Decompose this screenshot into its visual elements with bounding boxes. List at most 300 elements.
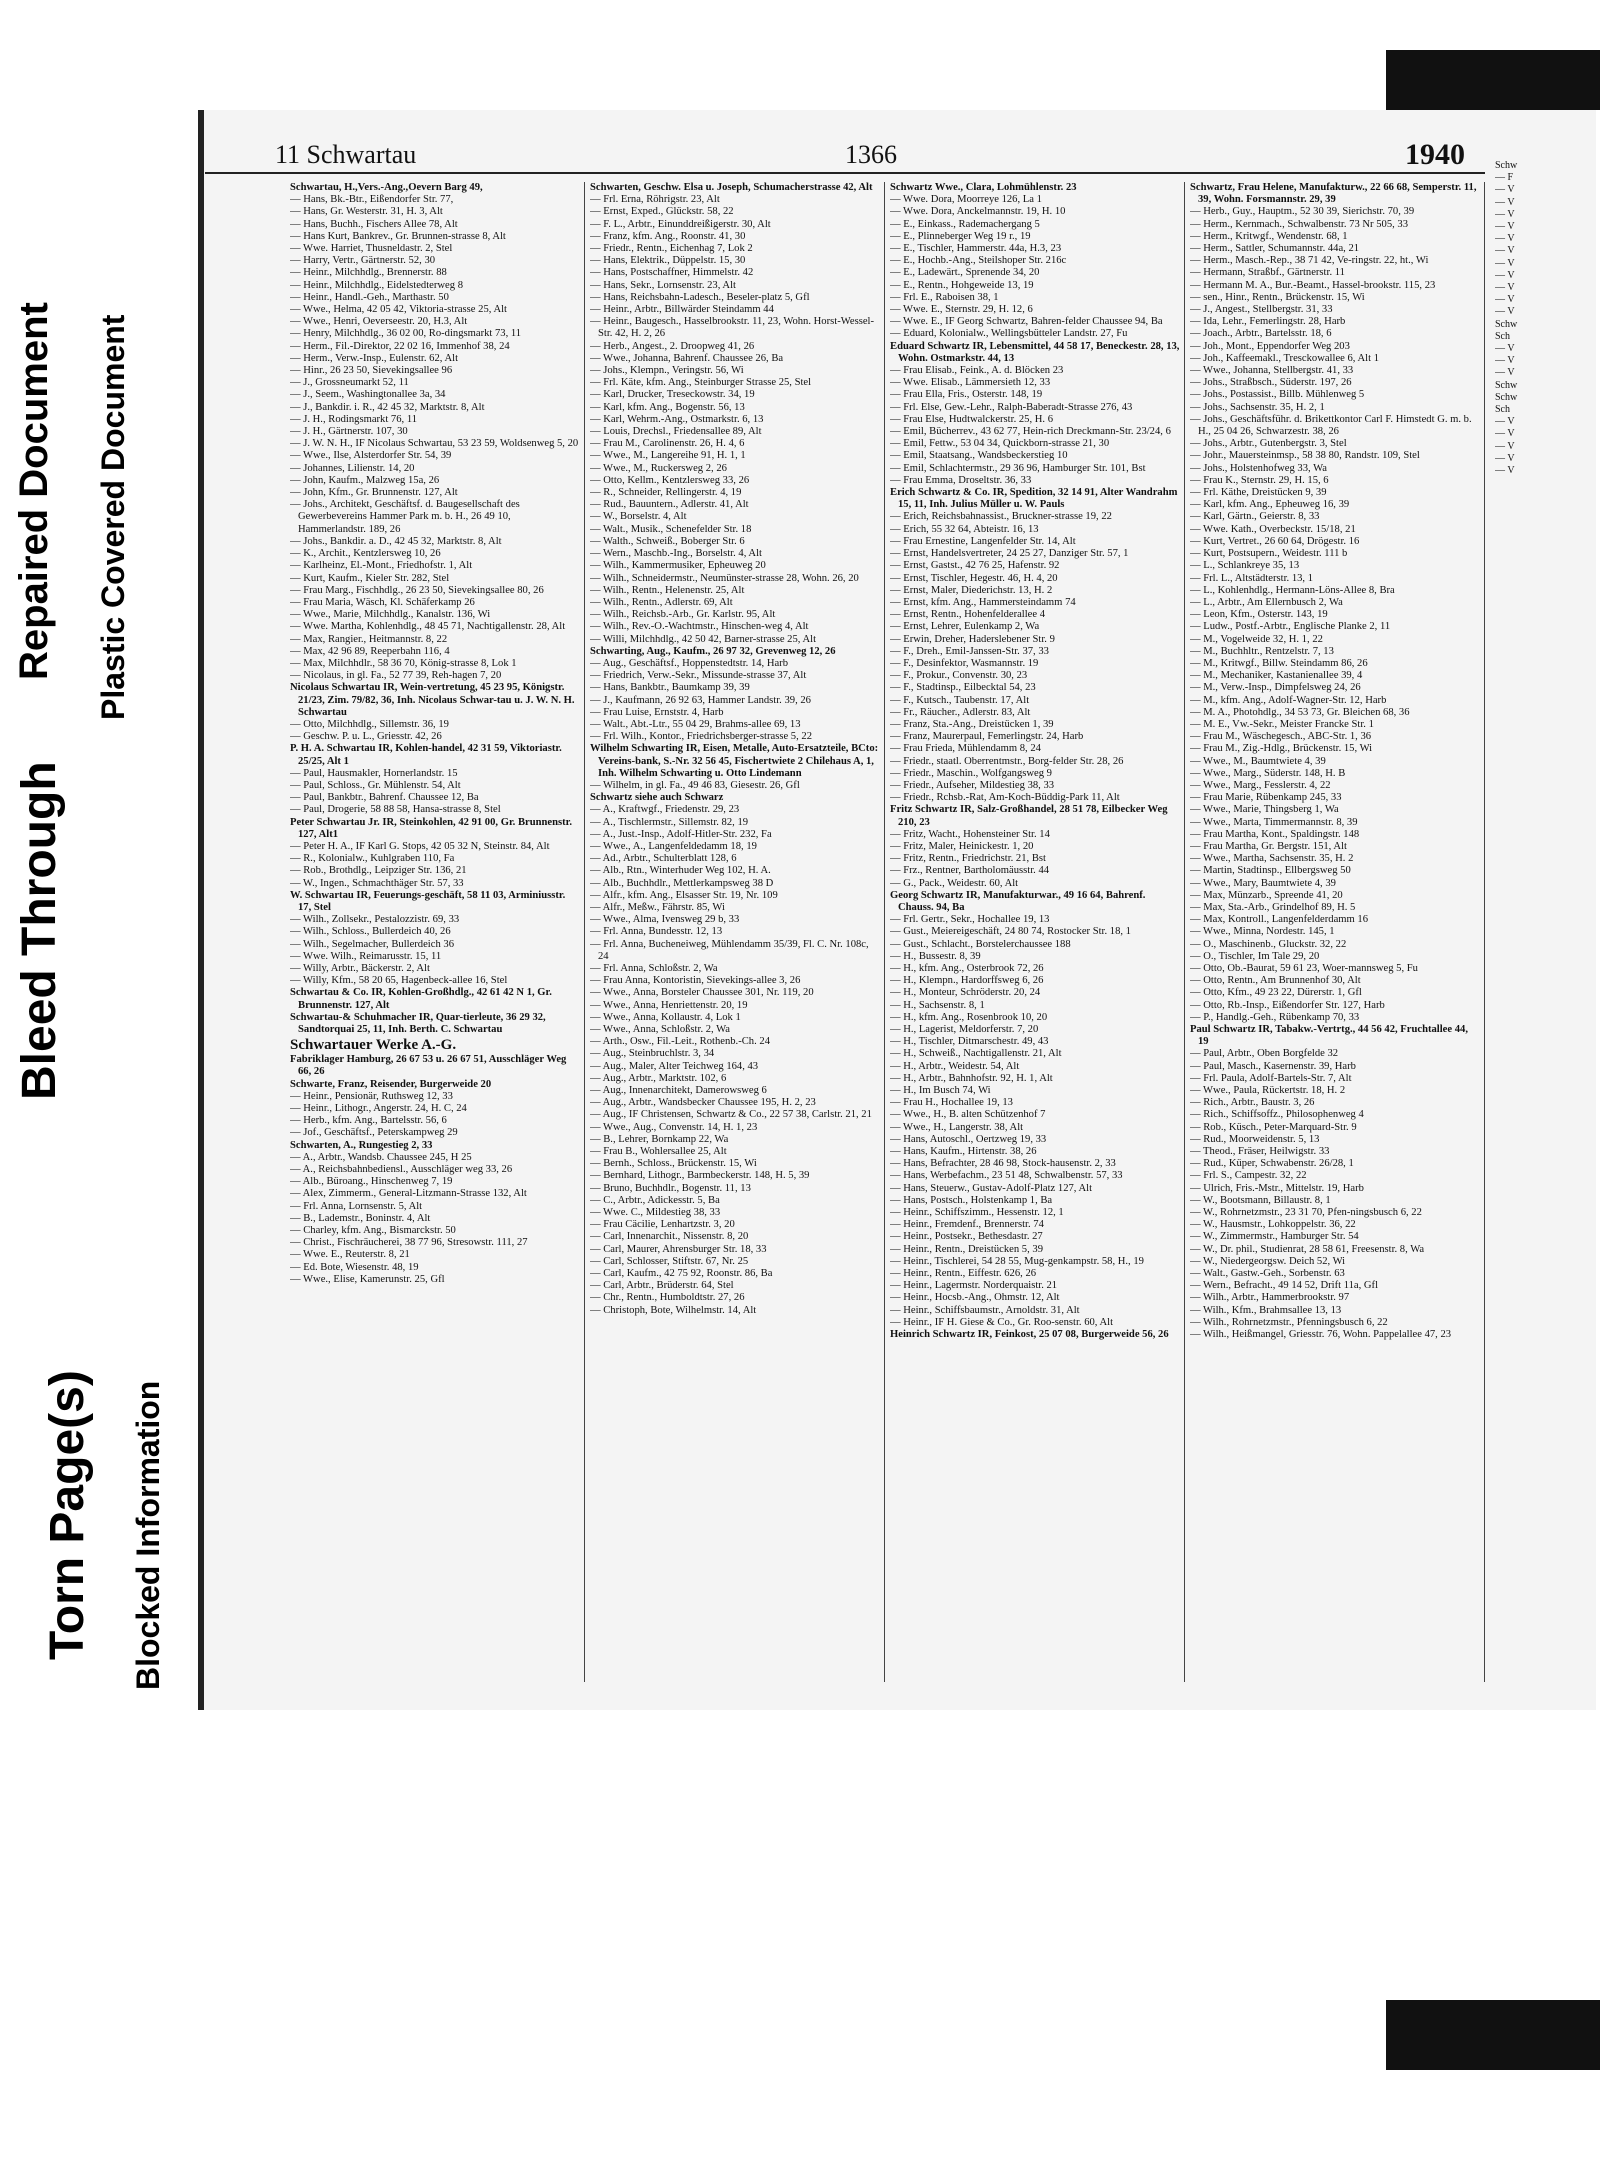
- directory-entry: — Karl, Wehrm.-Ang., Ostmarkstr. 6, 13: [590, 413, 764, 425]
- directory-entry: — Heinr., Lagermstr. Norderquaistr. 21: [890, 1280, 1058, 1292]
- directory-entry: — E., Einkass., Rademachergang 5: [890, 218, 1040, 230]
- directory-entry: Paul Schwartz IR, Tabakw.-Vertrtg., 44 56 42, Fruchtallee 44, 19: [1190, 1024, 1468, 1048]
- directory-entry: — F., Stadtinsp., Eilbecktal 54, 23: [890, 682, 1036, 694]
- directory-entry: — Otto, Kellm., Kentzlersweg 33, 26: [590, 474, 750, 486]
- directory-entry: — Wern., Maschb.-Ing., Borselstr. 4, Alt: [590, 548, 762, 560]
- directory-entry: — J., Bankdir. i. R., 42 45 32, Marktstr. 8, Alt: [290, 401, 485, 413]
- repaired-document-label: Repaired Document: [12, 302, 56, 680]
- directory-entry: — Max, Rangier., Heitmannstr. 8, 22: [290, 633, 448, 645]
- directory-entry: — Paul, Drogerie, 58 88 58, Hansa-strasse 8, Stel: [290, 804, 501, 816]
- directory-entry: — W., Ingen., Schmachthäger Str. 57, 33: [290, 877, 464, 889]
- directory-entry: — Johs., Arbtr., Gutenbergstr. 3, Stel: [1190, 438, 1347, 450]
- directory-entry: — Wwe., Martha, Sachsenstr. 35, H. 2: [1190, 853, 1354, 865]
- directory-entry: — Karlheinz, El.-Mont., Friedhofstr. 1, Alt: [290, 560, 473, 572]
- directory-entry: — Friedr., Rchsb.-Rat, Am-Koch-Büddig-Park 11, Alt: [890, 792, 1120, 804]
- directory-entry: — Wwe. E., IF Georg Schwartz, Bahren-felder Chaussee 94, Ba: [890, 316, 1163, 328]
- directory-entry: — Frl. Anna, Bucheneiweg, Mühlendamm 35/39, Fl. C. Nr. 108c, 24: [590, 938, 869, 962]
- directory-entry: — M., kfm. Ang., Adolf-Wagner-Str. 12, Harb: [1190, 694, 1387, 706]
- directory-entry: — Emil, Schlachtermstr., 29 36 96, Hamburger Str. 101, Bst: [890, 462, 1146, 474]
- directory-entry: — Heinr., Fremdenf., Brennerstr. 74: [890, 1219, 1044, 1231]
- directory-entry: — Alb., Büroang., Hinschenweg 7, 19: [290, 1176, 453, 1188]
- directory-entry: — H., Monteur, Schröderstr. 20, 24: [890, 987, 1041, 999]
- directory-entry: — Wilh., Schneidermstr., Neumünster-strasse 28, Wohn. 26, 20: [590, 572, 859, 584]
- directory-entry: — Wwe. Dora, Anckelmannstr. 19, H. 10: [890, 206, 1066, 218]
- directory-entry: — Wwe., Marg., Fesslerstr. 4, 22: [1190, 779, 1331, 791]
- directory-entry: P. H. A. Schwartau IR, Kohlen-handel, 42 31 59, Viktoriastr. 25/25, Alt 1: [290, 743, 562, 767]
- directory-entry: — Johs., Holstenhofweg 33, Wa: [1190, 462, 1327, 474]
- edge-fragment: — V: [1495, 221, 1515, 233]
- directory-entry: — Wwe., Marie, Milchhdlg., Kanalstr. 136, Wi: [290, 609, 491, 621]
- plastic-covered-label: Plastic Covered Document: [95, 314, 131, 720]
- directory-entry: — Kurt, Kaufm., Kieler Str. 282, Stel: [290, 572, 450, 584]
- directory-entry: — Hans, Autoschl., Oertzweg 19, 33: [890, 1133, 1047, 1145]
- directory-entry: — B., Lehrer, Bornkamp 22, Wa: [590, 1133, 729, 1145]
- directory-entry: — Wilh., Kfm., Brahmsallee 13, 13: [1190, 1304, 1342, 1316]
- directory-entry: — Ad., Arbtr., Schulterblatt 128, 6: [590, 853, 737, 865]
- directory-entry: — Johs., Bankdir. a. D., 42 45 32, Marktstr. 8, Alt: [290, 535, 502, 547]
- directory-entry: — Fr., Räucher., Adlerstr. 83, Alt: [890, 706, 1031, 718]
- directory-entry: — Ed. Bote, Wiesenstr. 48, 19: [290, 1261, 419, 1273]
- directory-entry: — Geschw. P. u. L., Griesstr. 42, 26: [290, 731, 442, 743]
- directory-entry: — Wilh., Schloss., Bullerdeich 40, 26: [290, 926, 451, 938]
- directory-entry: — Ernst, Lehrer, Eulenkamp 2, Wa: [890, 621, 1040, 633]
- directory-entry: — R., Kolonialw., Kuhlgraben 110, Fa: [290, 853, 455, 865]
- directory-entry: — H., kfm. Ang., Rosenbrook 10, 20: [890, 1011, 1048, 1023]
- directory-entry: — Herm., Masch.-Rep., 38 71 42, Ve-ringstr. 22, ht., Wi: [1190, 255, 1429, 267]
- directory-entry: — J., Seem., Washingtonallee 3a, 34: [290, 389, 446, 401]
- directory-entry: — Rud., Moorweidenstr. 5, 13: [1190, 1133, 1320, 1145]
- directory-entry: — Frau Martha, Kont., Spaldingstr. 148: [1190, 828, 1360, 840]
- directory-entry: — M., Buchhltr., Rentzelstr. 7, 13: [1190, 645, 1334, 657]
- directory-entry: — Hans, Postschaffner, Himmelstr. 42: [590, 267, 754, 279]
- directory-entry: — Frl. Käte, kfm. Ang., Steinburger Strasse 25, Stel: [590, 377, 812, 389]
- directory-entry: — H., Klempn., Hardorffsweg 6, 26: [890, 975, 1044, 987]
- edge-fragment: — V: [1495, 306, 1515, 318]
- directory-entry: — Carl, Innenarchit., Nissenstr. 8, 20: [590, 1231, 749, 1243]
- directory-entry: — Johs., Postassist., Billb. Mühlenweg 5: [1190, 389, 1365, 401]
- directory-entry: — Erwin, Dreher, Haderslebener Str. 9: [890, 633, 1055, 645]
- directory-entry: — Frl. Gertr., Sekr., Hochallee 19, 13: [890, 914, 1050, 926]
- directory-entry: — Aug., IF Christensen, Schwartz & Co., 22 57 38, Carlstr. 21, 21: [590, 1109, 872, 1121]
- directory-entry: — Max, Münzarb., Spreende 41, 20: [1190, 889, 1343, 901]
- directory-entry: — M. A., Photohdlg., 34 53 73, Gr. Bleichen 68, 36: [1190, 706, 1410, 718]
- directory-entry: — Johs., Straßbsch., Süderstr. 197, 26: [1190, 377, 1352, 389]
- directory-entry: — Wilh., Reichsb.-Arb., Gr. Karlstr. 95, Alt: [590, 609, 776, 621]
- directory-entry: — H., Arbtr., Weidestr. 54, Alt: [890, 1060, 1020, 1072]
- directory-entry: — Friedr., Maschin., Wolfgangsweg 9: [890, 767, 1052, 779]
- directory-entry: Schwartz siehe auch Schwarz: [590, 792, 724, 804]
- directory-entry: — Ernst, Tischler, Hegestr. 46, H. 4, 20: [890, 572, 1058, 584]
- directory-entry: — Peter H. A., IF Karl G. Stops, 42 05 32 N, Steinstr. 84, Alt: [290, 840, 550, 852]
- directory-entry: — Otto, Rentn., Am Brunnenhof 30, Alt: [1190, 975, 1361, 987]
- directory-entry: — M., Kritwgf., Billw. Steindamm 86, 26: [1190, 657, 1368, 669]
- directory-entry: — J., Angest., Stellbergstr. 31, 33: [1190, 304, 1333, 316]
- directory-entry: — Heinr., Milchhdlg., Brennerstr. 88: [290, 267, 447, 279]
- directory-entry: Schwartau-& Schuhmacher IR, Quar-tierleute, 36 29 32, Sandtorquai 25, 11, Inh. Berth. C. Schwartau: [290, 1011, 546, 1036]
- directory-entry: — Johs., Klempn., Veringstr. 56, Wi: [590, 365, 744, 377]
- directory-entry: Schwartauer Werke A.-G.: [290, 1037, 457, 1054]
- directory-entry: — Hermann, Straßbf., Gärtnerstr. 11: [1190, 267, 1345, 279]
- directory-entry: — Louis, Drechsl., Friedensallee 89, Alt: [590, 426, 762, 438]
- directory-entry: — Frl. Anna, Lornsenstr. 5, Alt: [290, 1200, 423, 1212]
- directory-entry: — Heinr., Postsekr., Bethesdastr. 27: [890, 1231, 1043, 1243]
- directory-entry: — L., Kohlenhdlg., Hermann-Löns-Allee 8, Bra: [1190, 584, 1395, 596]
- directory-entry: — Bernhard, Lithogr., Barmbeckerstr. 148, H. 5, 39: [590, 1170, 810, 1182]
- directory-entry: — J., Grossneumarkt 52, 11: [290, 377, 409, 389]
- directory-entry: — Hans, Gr. Westerstr. 31, H. 3, Alt: [290, 206, 443, 218]
- directory-entry: — A., Tischlermstr., Sillemstr. 82, 19: [590, 816, 749, 828]
- directory-entry: — Arth., Osw., Fil.-Leit., Rothenb.-Ch. 24: [590, 1036, 770, 1048]
- directory-entry: — A., Reichsbahnbediensl., Ausschläger weg 33, 26: [290, 1164, 513, 1176]
- directory-entry: — Otto, Milchhdlg., Sillemstr. 36, 19: [290, 718, 449, 730]
- directory-entry: — Frau Marg., Fischhdlg., 26 23 50, Sievekingsallee 80, 26: [290, 584, 544, 596]
- directory-entry: — H., Lagerist, Meldorferstr. 7, 20: [890, 1024, 1039, 1036]
- directory-entry: — Aug., Steinbruchlstr. 3, 34: [590, 1048, 715, 1060]
- directory-entry: — Frau Cäcilie, Lenhartzstr. 3, 20: [590, 1219, 735, 1231]
- directory-entry: — Fritz, Maler, Heinickestr. 1, 20: [890, 840, 1034, 852]
- directory-entry: — Theod., Fräser, Heilwigstr. 33: [1190, 1146, 1330, 1158]
- directory-entry: — Ida, Lehr., Femerlingstr. 28, Harb: [1190, 316, 1346, 328]
- directory-entry: — Walt., Abt.-Ltr., 55 04 29, Brahms-allee 69, 13: [590, 718, 801, 730]
- directory-entry: — Wwe., M., Baumtwiete 4, 39: [1190, 755, 1326, 767]
- directory-entry: — Heinr., Hocsb.-Ang., Ohmstr. 12, Alt: [890, 1292, 1060, 1304]
- edge-fragment: Schw: [1495, 160, 1518, 171]
- directory-entry: — Johs., Geschäftsführ. d. Brikettkontor Carl F. Himstedt G. m. b. H., 25 04 26, Schwarzestr. 38, 26: [1190, 413, 1472, 438]
- directory-entry: — Wwe., Anna, Borsteler Chaussee 301, Nr. 119, 20: [590, 987, 814, 999]
- directory-entry: Schwartau & Co. IR, Kohlen-Großhdlg., 42 61 42 N 1, Gr. Brunnenstr. 127, Alt: [290, 987, 552, 1011]
- directory-entry: — Frl. Käthe, Dreistücken 9, 39: [1190, 487, 1327, 499]
- directory-entry: — Jof., Geschäftsf., Peterskampweg 29: [290, 1127, 458, 1139]
- directory-entry: — M., Verw.-Insp., Dimpfelsweg 24, 26: [1190, 682, 1361, 694]
- directory-entry: — Heinr., Tischlerei, 54 28 55, Mug-genkampstr. 58, H., 19: [890, 1255, 1144, 1267]
- directory-entry: — Herm., Verw.-Insp., Eulenstr. 62, Alt: [290, 352, 459, 364]
- directory-entry: — Walt., Gastw.-Geh., Sorbenstr. 63: [1190, 1268, 1345, 1280]
- scan-black-marker-top: [1386, 50, 1600, 110]
- directory-entry: — Frau Luise, Ernststr. 4, Harb: [590, 706, 724, 718]
- directory-entry: — Wwe., Anna, Schloßstr. 2, Wa: [590, 1024, 730, 1036]
- directory-entry: Schwarte, Franz, Reisender, Burgerweide 20: [290, 1078, 492, 1090]
- directory-entry: — W., Zimmermstr., Hamburger Str. 54: [1190, 1231, 1359, 1243]
- edge-fragment: — V: [1495, 416, 1515, 428]
- directory-entry: — Hinr., 26 23 50, Sievekingsallee 96: [290, 365, 453, 377]
- directory-entry: — Hans, Werbefachm., 23 51 48, Schwalbenstr. 57, 33: [890, 1170, 1123, 1182]
- directory-entry: — Wilh., Segelmacher, Bullerdeich 36: [290, 938, 454, 950]
- directory-entry: — Rich., Schiffsoffz., Philosophenweg 4: [1190, 1109, 1364, 1121]
- header-city: 11 Schwartau: [275, 140, 417, 169]
- directory-entry: — Rob., Brothdlg., Leipziger Str. 136, 21: [290, 865, 467, 877]
- edge-fragment: — V: [1495, 452, 1515, 464]
- directory-entry: — Ernst, kfm. Ang., Hammersteindamm 74: [890, 596, 1076, 608]
- directory-entry: — Wwe., H., B. alten Schützenhof 7: [890, 1109, 1046, 1121]
- directory-entry: — Wwe. C., Mildestieg 38, 33: [590, 1207, 721, 1219]
- directory-entry: — F., Prokur., Convenstr. 30, 23: [890, 670, 1028, 682]
- directory-entry: — Wwe., M., Langereihe 91, H. 1, 1: [590, 450, 746, 462]
- directory-entry: — Frau Marie, Rübenkamp 245, 33: [1190, 792, 1342, 804]
- directory-entry: — Rob., Küsch., Peter-Marquard-Str. 9: [1190, 1121, 1357, 1133]
- directory-entry: Fritz Schwartz IR, Salz-Großhandel, 28 51 78, Eilbecker Weg 210, 23: [890, 804, 1168, 828]
- directory-entry: — Wern., Befracht., 49 14 52, Drift 11a, Gfl: [1190, 1280, 1379, 1292]
- edge-fragment: — V: [1495, 257, 1515, 269]
- directory-entry: — Emil, Fettw., 53 04 34, Quickborn-strasse 21, 30: [890, 438, 1110, 450]
- directory-entry: — Friedr., staatl. Oberrentmstr., Borg-felder Str. 28, 26: [890, 755, 1124, 767]
- edge-fragment: Sch: [1495, 330, 1510, 342]
- directory-entry: — Wwe., Marta, Timmermannstr. 8, 39: [1190, 816, 1358, 828]
- directory-entry: — L., Schlankreye 35, 13: [1190, 560, 1300, 572]
- directory-entry: — Wwe. Dora, Moorreye 126, La 1: [890, 194, 1042, 206]
- edge-fragment: Schw: [1495, 391, 1518, 403]
- directory-entry: — Wwe., Anna, Kollaustr. 4, Lok 1: [590, 1011, 741, 1023]
- directory-entry: — Franz, Sta.-Ang., Dreistücken 1, 39: [890, 718, 1054, 730]
- directory-entry: — Friedr., Rentn., Eichenhag 7, Lok 2: [590, 243, 753, 255]
- directory-entry: — W., Dr. phil., Studienrat, 28 58 61, Freesenstr. 8, Wa: [1190, 1243, 1425, 1255]
- directory-entry: — Wwe., H., Langerstr. 38, Alt: [890, 1121, 1024, 1133]
- directory-entry: — Hans Kurt, Bankrev., Gr. Brunnen-strasse 8, Alt: [290, 230, 506, 242]
- scan-black-marker-bottom: [1386, 2000, 1600, 2070]
- directory-entry: — Carl, Arbtr., Brüderstr. 64, Stel: [590, 1280, 734, 1292]
- directory-entry: Erich Schwartz & Co. IR, Spedition, 32 14 91, Alter Wandrahm 15, 11, Inh. Julius Müller u. W. Pauls: [890, 487, 1178, 511]
- directory-entry: — Herm., Kritwgf., Wendenstr. 68, 1: [1190, 230, 1348, 242]
- directory-entry: — Frau Maria, Wäsch, Kl. Schäferkamp 26: [290, 596, 475, 608]
- directory-entry: — Herm., Sattler, Schumannstr. 44a, 21: [1190, 243, 1360, 255]
- directory-entry: — Otto, Ob.-Baurat, 59 61 23, Woer-mannsweg 5, Fu: [1190, 963, 1418, 974]
- directory-entry: — Herb., kfm. Ang., Bartelsstr. 56, 6: [290, 1115, 447, 1127]
- directory-entry: — Johannes, Lilienstr. 14, 20: [290, 462, 415, 474]
- directory-entry: — Max, Kontroll., Langenfelderdamm 16: [1190, 914, 1368, 926]
- directory-entry: — J. W. N. H., IF Nicolaus Schwartau, 53 23 59, Woldsenweg 5, 20: [290, 438, 579, 450]
- directory-entry: — Franz, Maurerpaul, Femerlingstr. 24, Harb: [890, 731, 1084, 743]
- edge-fragment: — V: [1495, 282, 1515, 294]
- scan-label-panel: [0, 0, 200, 1720]
- directory-entry: — F., Dreh., Emil-Janssen-Str. 37, 33: [890, 645, 1049, 657]
- edge-fragment: — V: [1495, 428, 1515, 440]
- directory-entry: — Heinr., Handl.-Geh., Marthastr. 50: [290, 291, 449, 303]
- directory-entry: — Karl, Drucker, Treseckowstr. 34, 19: [590, 389, 755, 401]
- directory-entry: — Kurt, Postsupern., Weidestr. 111 b: [1190, 548, 1348, 560]
- directory-entry: — Max, Milchhdlr., 58 36 70, König-strasse 8, Lok 1: [290, 657, 517, 669]
- directory-entry: Georg Schwartz IR, Manufakturwar., 49 16 64, Bahrenf. Chauss. 94, Ba: [890, 889, 1146, 913]
- directory-entry: — Fritz, Rentn., Friedrichstr. 21, Bst: [890, 853, 1046, 865]
- directory-entry: — Willy, Kfm., 58 20 65, Hagenbeck-allee 16, Stel: [290, 975, 508, 987]
- edge-fragment: — V: [1495, 184, 1515, 196]
- directory-entry: — Alb., Buchhdlr., Mettlerkampsweg 38 D: [590, 877, 774, 889]
- directory-entry: — Wwe. Martha, Kohlenhdlg., 48 45 71, Nachtigallenstr. 28, Alt: [290, 621, 566, 633]
- directory-entry: — Heinr., Arbtr., Billwärder Steindamm 44: [590, 304, 774, 316]
- directory-entry: — Martin, Stadtinsp., Ellbergsweg 50: [1190, 865, 1351, 877]
- directory-entry: — Alb., Rtn., Winterhuder Weg 102, H. A.: [590, 865, 771, 877]
- directory-entry: — Heinr., Rentn., Dreistücken 5, 39: [890, 1243, 1043, 1255]
- directory-entry: — M. E., Vw.-Sekr., Meister Francke Str. 1: [1190, 718, 1374, 730]
- directory-entry: — Christ., Fischräucherei, 38 77 96, Stresowstr. 111, 27: [290, 1237, 528, 1249]
- directory-entry: — Wwe., Anna, Henriettenstr. 20, 19: [590, 999, 748, 1011]
- directory-entry: — F., Desinfektor, Wasmannstr. 19: [890, 657, 1039, 669]
- directory-entry: — Wwe., Elise, Kamerunstr. 25, Gfl: [290, 1273, 445, 1285]
- directory-entry: — Frl. S., Campestr. 32, 22: [1190, 1170, 1307, 1182]
- edge-fragment: — V: [1495, 294, 1515, 306]
- edge-fragment: — V: [1495, 465, 1515, 477]
- directory-entry: — Rud., Küper, Schwabenstr. 26/28, 1: [1190, 1158, 1354, 1170]
- directory-entry: — H., Schweiß., Nachtigallenstr. 21, Alt: [890, 1048, 1062, 1060]
- directory-entry: — Walth., Schweiß., Boberger Str. 6: [590, 535, 745, 547]
- directory-entry: — E., Plinneberger Weg 19 r., 19: [890, 230, 1031, 242]
- directory-entry: W. Schwartau IR, Feuerungs-geschäft, 58 11 03, Arminiusstr. 17, Stel: [290, 889, 566, 913]
- directory-entry: — Ulrich, Fris.-Mstr., Mittelstr. 19, Harb: [1190, 1182, 1364, 1194]
- directory-entry: Schwartz, Frau Helene, Manufakturw., 22 66 68, Semperstr. 11, 39, Wohn. Forsmannstr. 29, 39: [1190, 182, 1477, 206]
- directory-entry: — Wwe., M., Ruckersweg 2, 26: [590, 462, 727, 474]
- directory-entry: — Frau K., Sternstr. 29, H. 15, 6: [1190, 474, 1329, 486]
- directory-entry: Wilhelm Schwarting IR, Eisen, Metalle, Auto-Ersatzteile, BCto: Vereins-bank, S.-Nr. 32 56 45, Fischertwiete 2 Chilehaus A, 1, Inh. Wilhelm Schwarting u. Otto Lindemann: [590, 743, 879, 779]
- directory-entry: — Franz, kfm. Ang., Roonstr. 41, 30: [590, 230, 746, 242]
- header-page-number: 1366: [845, 140, 897, 169]
- edge-fragment: — V: [1495, 208, 1515, 220]
- directory-entry: — Wwe. Elisab., Lämmersieth 12, 33: [890, 377, 1051, 389]
- directory-entry: — Rud., Bauuntern., Adlerstr. 41, Alt: [590, 499, 749, 511]
- directory-entry: — Ernst, Gastst., 42 76 25, Hafenstr. 92: [890, 560, 1060, 572]
- directory-entry: — W., Bootsmann, Billaustr. 8, 1: [1190, 1194, 1331, 1206]
- directory-entry: — Wwe., Johanna, Stellbergstr. 41, 33: [1190, 365, 1354, 377]
- directory-entry: — J., Kaufmann, 26 92 63, Hammer Landstr. 39, 26: [590, 694, 811, 706]
- directory-column-3: [890, 182, 1185, 1682]
- directory-entry: — H., Bussestr. 8, 39: [890, 950, 981, 962]
- directory-entry: — Frl. Wilh., Kontor., Friedrichsberger-strasse 5, 22: [590, 731, 812, 743]
- directory-entry: — Johr., Mauersteinmsp., 58 38 80, Randstr. 109, Stel: [1190, 450, 1420, 462]
- directory-entry: — Heinr., Milchhdlg., Eidelstedterweg 8: [290, 279, 463, 291]
- directory-entry: — Wwe., Mary, Baumtwiete 4, 39: [1190, 877, 1336, 889]
- directory-entry: — Christoph, Bote, Wilhelmstr. 14, Alt: [590, 1304, 757, 1316]
- directory-entry: — W., Hausmstr., Lohkoppelstr. 36, 22: [1190, 1219, 1356, 1231]
- directory-entry: — Wilh., Rohrnetzmstr., Pfenningsbusch 6, 22: [1190, 1316, 1388, 1328]
- directory-entry: — Frau B., Wohlersallee 25, Alt: [590, 1146, 727, 1158]
- directory-entry: Schwarten, Geschw. Elsa u. Joseph, Schumacherstrasse 42, Alt: [590, 182, 873, 193]
- directory-entry: Nicolaus Schwartau IR, Wein-vertretung, 45 23 95, Königstr. 21/23, Zim. 79/82, 36, Inh. Nicolaus Schwar-tau u. J. W. N. H. Schwartau: [290, 682, 575, 718]
- directory-entry: — Frau Frieda, Mühlendamm 8, 24: [890, 743, 1041, 755]
- torn-pages-label: Torn Page(s): [41, 1370, 94, 1660]
- directory-entry: — Frl. L., Altstädterstr. 13, 1: [1190, 572, 1314, 584]
- directory-entry: — H., Sachsenstr. 8, 1: [890, 999, 985, 1011]
- directory-entry: — Wilh., Rev.-O.-Wachtmstr., Hinschen-weg 4, Alt: [590, 621, 809, 633]
- directory-entry: — E., Ladewärt., Sprenende 34, 20: [890, 267, 1040, 279]
- directory-entry: — Hermann M. A., Bur.-Beamt., Hassel-brookstr. 115, 23: [1190, 279, 1436, 291]
- edge-fragment: Schw: [1495, 318, 1518, 330]
- directory-entry: — Frz., Rentner, Bartholomäusstr. 44: [890, 865, 1050, 877]
- directory-entry: — O., Tischler, Im Tale 29, 20: [1190, 950, 1320, 962]
- directory-entry: — Wwe. Kath., Overbeckstr. 15/18, 21: [1190, 523, 1356, 535]
- directory-entry: — J. H., Gärtnerstr. 107, 30: [290, 426, 408, 438]
- directory-entry: — Frau Elisab., Feink., A. d. Blöcken 23: [890, 365, 1064, 377]
- directory-entry: — Ernst, Handelsvertreter, 24 25 27, Danziger Str. 57, 1: [890, 548, 1129, 560]
- directory-entry: — Joh., Mont., Eppendorfer Weg 203: [1190, 340, 1350, 352]
- directory-entry: — Frau M., Carolinenstr. 26, H. 4, 6: [590, 438, 745, 450]
- directory-entry: — Aug., Arbtr., Wandsbecker Chaussee 195, H. 2, 23: [590, 1097, 816, 1109]
- directory-entry: — Ludw., Postf.-Arbtr., Englische Planke 2, 11: [1190, 621, 1391, 633]
- directory-entry: — Hans, Sekr., Lornsenstr. 23, Alt: [590, 279, 736, 291]
- directory-entry: — Hans, Befrachter, 28 46 98, Stock-hausenstr. 2, 33: [890, 1158, 1116, 1170]
- directory-entry: — Herm., Kernmach., Schwalbenstr. 73 Nr 505, 33: [1190, 218, 1409, 230]
- directory-entry: Heinrich Schwartz IR, Feinkost, 25 07 08, Burgerweide 56, 26: [890, 1329, 1169, 1341]
- directory-entry: — Heinr., Lithogr., Angerstr. 24, H. C, 24: [290, 1103, 467, 1115]
- directory-entry: — Otto, Kfm., 49 23 22, Dürerstr. 1, Gfl: [1190, 987, 1362, 999]
- directory-entry: — Frau Emma, Droseltstr. 36, 33: [890, 474, 1032, 486]
- directory-entry: — Alfr., Meßw., Fährstr. 85, Wi: [590, 901, 725, 913]
- directory-entry: — Nicolaus, in gl. Fa., 52 77 39, Reh-hagen 7, 20: [290, 670, 502, 682]
- directory-entry: — Joh., Kaffeemakl., Tresckowallee 6, Alt 1: [1190, 352, 1379, 364]
- edge-fragment: — V: [1495, 440, 1515, 452]
- directory-entry: — Karl, Gärtn., Geierstr. 8, 33: [1190, 511, 1320, 523]
- directory-entry: — Wwe., Minna, Nordestr. 145, 1: [1190, 926, 1335, 938]
- directory-entry: — Frau M., Zig.-Hdlg., Brückenstr. 15, Wi: [1190, 743, 1373, 755]
- directory-entry: — Herb., Guy., Hauptm., 52 30 39, Sierichstr. 70, 39: [1190, 206, 1415, 218]
- directory-entry: — Willy, Arbtr., Bäckerstr. 2, Alt: [290, 963, 430, 974]
- directory-entry: — Bernh., Schloss., Brückenstr. 15, Wi: [590, 1158, 757, 1170]
- directory-entry: — Max, Sta.-Arb., Grindelhof 89, H. 5: [1190, 901, 1356, 913]
- directory-entry: — W., Borselstr. 4, Alt: [590, 511, 687, 523]
- directory-entry: — Ernst, Exped., Glückstr. 58, 22: [590, 206, 734, 218]
- directory-entry: — Heinr., Pensionär, Ruthsweg 12, 33: [290, 1090, 453, 1102]
- directory-entry: — Paul, Schloss., Gr. Mühlenstr. 54, Alt: [290, 779, 461, 791]
- directory-entry: — Carl, Maurer, Ahrensburger Str. 18, 33: [590, 1243, 767, 1255]
- directory-entry: — Frl. Else, Gew.-Lehr., Ralph-Baberadt-Strasse 276, 43: [890, 401, 1133, 413]
- directory-entry: — Aug., Geschäftsf., Hoppenstedtstr. 14, Harb: [590, 657, 789, 669]
- directory-entry: — A., Arbtr., Wandsb. Chaussee 245, H 25: [290, 1151, 472, 1163]
- directory-entry: — Karl, kfm. Ang., Epheuweg 16, 39: [1190, 499, 1350, 511]
- directory-entry: — A., Just.-Insp., Adolf-Hitler-Str. 232, Fa: [590, 828, 772, 840]
- directory-entry: — Frl. Anna, Bundesstr. 12, 13: [590, 926, 723, 938]
- directory-entry: — Wilh., Zollsekr., Pestalozzistr. 69, 33: [290, 914, 460, 926]
- directory-entry: — Ernst, Rentn., Hohenfelderallee 4: [890, 609, 1046, 621]
- edge-fragment: — V: [1495, 343, 1515, 355]
- directory-entry: — Carl, Kaufm., 42 75 92, Roonstr. 86, Ba: [590, 1268, 773, 1280]
- directory-entry: — Gust., Meiereigeschäft, 24 80 74, Rostocker Str. 18, 1: [890, 926, 1131, 938]
- directory-entry: — Eduard, Kolonialw., Wellingsbütteler Landstr. 27, Fu: [890, 328, 1128, 340]
- directory-entry: — Walt., Musik., Schenefelder Str. 18: [590, 523, 752, 535]
- directory-entry: — Frau Else, Hudtwalckerstr. 25, H. 6: [890, 413, 1053, 425]
- directory-entry: — E., Rentn., Hohgeweide 13, 19: [890, 279, 1034, 291]
- edge-fragment: — F: [1495, 172, 1514, 184]
- directory-entry: Peter Schwartau Jr. IR, Steinkohlen, 42 91 00, Gr. Brunnenstr. 127, Alt1: [290, 816, 573, 840]
- directory-entry: — Wwe. E., Sternstr. 29, H. 12, 6: [890, 304, 1033, 316]
- directory-entry: — Johs., Sachsenstr. 35, H. 2, 1: [1190, 401, 1325, 413]
- directory-entry: — Hans, Kaufm., Hirtenstr. 38, 26: [890, 1146, 1037, 1158]
- directory-entry: — Heinr., Rentn., Eiffestr. 626, 26: [890, 1268, 1037, 1280]
- directory-entry: Schwartau, H.,Vers.-Ang.,Oevern Barg 49,: [290, 182, 483, 193]
- directory-entry: — Frau Ella, Fris., Osterstr. 148, 19: [890, 389, 1043, 401]
- directory-entry: — M., Vogelweide 32, H. 1, 22: [1190, 633, 1323, 645]
- directory-entry: — H., Im Busch 74, Wi: [890, 1085, 991, 1097]
- header-year: 1940: [1405, 138, 1465, 171]
- directory-entry: — Otto, Rb.-Insp., Eißendorfer Str. 127, Harb: [1190, 999, 1385, 1011]
- directory-entry: — Frau M., Wäschegesch., ABC-Str. 1, 36: [1190, 731, 1372, 743]
- directory-entry: — P., Handlg.-Geh., Rübenkamp 70, 33: [1190, 1011, 1360, 1023]
- directory-entry: — Wilh., Rentn., Adlerstr. 69, Alt: [590, 596, 733, 608]
- directory-entry: — K., Archit., Kentzlersweg 10, 26: [290, 548, 441, 560]
- directory-entry: — Aug., Maler, Alter Teichweg 164, 43: [590, 1060, 759, 1072]
- directory-entry: — Frau Martha, Gr. Bergstr. 151, Alt: [1190, 840, 1347, 852]
- directory-entry: — Friedrich, Verw.-Sekr., Missunde-strasse 37, Alt: [590, 670, 807, 682]
- page-header: [205, 138, 1485, 174]
- directory-entry: — Willi, Milchhdlg., 42 50 42, Barner-strasse 25, Alt: [590, 633, 817, 645]
- directory-entry: Fabriklager Hamburg, 26 67 53 u. 26 67 51, Ausschläger Weg 66, 26: [290, 1054, 567, 1078]
- directory-entry: — Erich, Reichsbahnassist., Bruckner-strasse 19, 22: [890, 511, 1112, 523]
- directory-entry: — Wilh., Rentn., Helenenstr. 25, Alt: [590, 584, 745, 596]
- directory-entry: — Alex, Zimmerm., General-Litzmann-Strasse 132, Alt: [290, 1188, 527, 1200]
- directory-entry: — Wwe., Marie, Thingsberg 1, Wa: [1190, 804, 1339, 816]
- directory-entry: — Wwe., Johanna, Bahrenf. Chaussee 26, Ba: [590, 352, 784, 364]
- directory-entry: — Kurt, Vertret., 26 60 64, Drögestr. 16: [1190, 535, 1360, 547]
- directory-entry: — J. H., Rodingsmarkt 76, 11: [290, 413, 418, 425]
- directory-entry: — W., Rohrnetzmstr., 23 31 70, Pfen-ningsbusch 6, 22: [1190, 1207, 1422, 1219]
- directory-entry: — Heinr., IF H. Giese & Co., Gr. Roo-senstr. 60, Alt: [890, 1316, 1114, 1328]
- directory-entry: — Wwe. Wilh., Reimarusstr. 15, 11: [290, 950, 442, 962]
- directory-entry: — Max, 42 96 89, Reeperbahn 116, 4: [290, 645, 450, 657]
